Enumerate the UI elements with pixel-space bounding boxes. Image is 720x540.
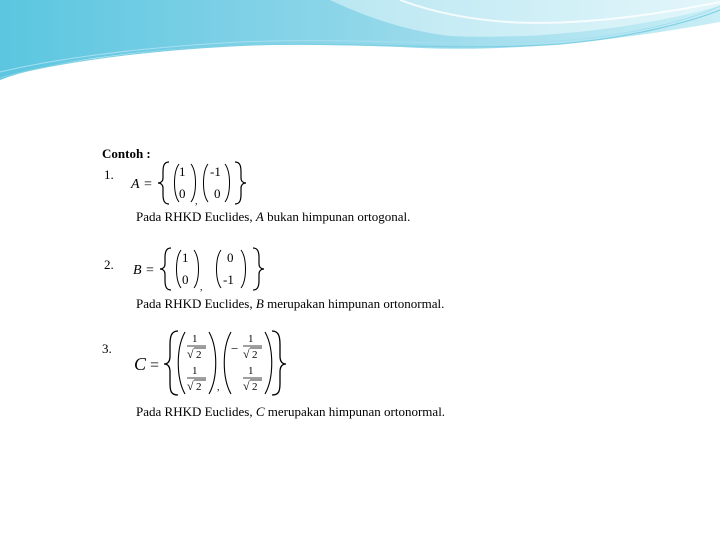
example-1-v2-bottom: 0: [214, 186, 221, 201]
example-3-v1-top-numerator: 1: [192, 333, 198, 345]
example-3-v1-bottom-numerator: 1: [192, 365, 198, 377]
example-3-v2-bottom-root: √: [243, 379, 250, 393]
example-3-v2-minus: −: [231, 341, 239, 356]
example-3-v2-top-numerator: 1: [248, 333, 254, 345]
example-3-caption: Pada RHKD Euclides, C merupakan himpunan ortonormal.: [136, 404, 446, 419]
example-3-v2-bottom-numerator: 1: [248, 365, 254, 377]
vector-open-paren: [178, 332, 185, 394]
vector-open-paren: [224, 332, 231, 394]
example-2-caption: Pada RHKD Euclides, B merupakan himpunan ortonormal.: [136, 296, 445, 311]
example-2-formula: [128, 244, 268, 299]
example-1-number: 1.: [104, 167, 114, 182]
example-3-v2-top-root: √: [243, 347, 250, 361]
example-2-v1-top: 1: [182, 250, 189, 265]
vector-open-paren: [177, 250, 182, 288]
vector-open-paren: [217, 250, 222, 288]
example-3-number: 3.: [102, 341, 112, 356]
example-3-v1-top-radicand: 2: [196, 349, 202, 361]
set-open-brace: [158, 162, 169, 204]
set-close-brace: [235, 162, 246, 204]
example-2-symbol: B: [133, 263, 142, 278]
example-2-equals: =: [146, 263, 154, 278]
example-2-number: 2.: [104, 257, 114, 272]
example-3-separator: ,: [217, 382, 220, 393]
example-2-v1-bottom: 0: [182, 272, 189, 287]
vector-close-paren: [265, 332, 272, 394]
example-2-separator: ,: [200, 282, 203, 293]
example-3-v2-bottom-radicand: 2: [252, 381, 258, 393]
example-1-separator: ,: [195, 196, 198, 207]
example-3-v2-top-radicand: 2: [252, 349, 258, 361]
example-1-v2-top: -1: [210, 164, 221, 179]
vector-close-paren: [225, 164, 230, 202]
example-1-equals: =: [144, 177, 152, 192]
example-3-equals: =: [150, 357, 160, 374]
vector-close-paren: [194, 250, 199, 288]
example-2-v2-top: 0: [227, 250, 234, 265]
example-1-symbol: A: [131, 177, 140, 192]
example-3-formula: [130, 328, 290, 403]
example-1-v1-bottom: 0: [179, 186, 186, 201]
example-1-caption: Pada RHKD Euclides, A bukan himpunan ortogonal.: [136, 209, 411, 224]
example-2-v2-bottom: -1: [223, 272, 234, 287]
set-open-brace: [164, 331, 178, 395]
example-3-v1-bottom-radicand: 2: [196, 381, 202, 393]
slide-title: Contoh :: [102, 146, 151, 161]
set-close-brace: [253, 248, 264, 290]
example-1-formula: [128, 158, 258, 213]
set-close-brace: [272, 331, 286, 395]
example-3-symbol: C: [134, 354, 147, 374]
header-wave-decoration: [0, 0, 720, 90]
example-1-v1-top: 1: [179, 164, 186, 179]
vector-close-paren: [241, 250, 246, 288]
example-3-v1-bottom-root: √: [187, 379, 194, 393]
vector-open-paren: [204, 164, 209, 202]
set-open-brace: [160, 248, 171, 290]
example-3-v1-top-root: √: [187, 347, 194, 361]
vector-close-paren: [209, 332, 216, 394]
